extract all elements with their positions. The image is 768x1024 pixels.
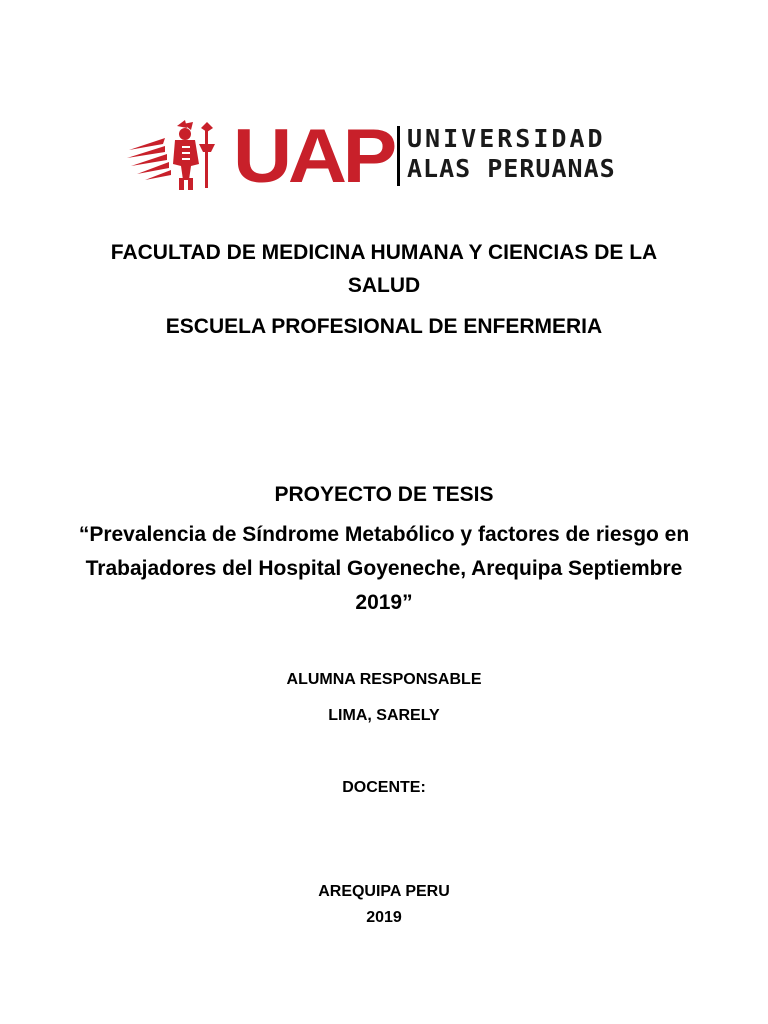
university-name-line2: ALAS PERUANAS [407, 154, 616, 183]
teacher-label: DOCENTE: [342, 779, 426, 796]
student-name: LIMA, SARELY [328, 707, 440, 724]
university-logo [125, 118, 645, 194]
project-label: PROYECTO DE TESIS [274, 483, 494, 506]
thesis-title: “Prevalencia de Síndrome Metabólico y factores de riesgo en Trabajadores del Hospital Goyeneche, Arequipa Septiembre 2019” [78, 523, 690, 614]
winged-warrior-emblem-icon [125, 120, 233, 190]
school-heading: ESCUELA PROFESIONAL DE ENFERMERIA [165, 315, 603, 338]
year: 2019 [366, 909, 402, 926]
location: AREQUIPA PERU [318, 883, 450, 900]
university-name [407, 124, 647, 184]
faculty-heading: FACULTAD DE MEDICINA HUMANA Y CIENCIAS DE LA SALUD [110, 241, 658, 297]
university-name-line1: UNIVERSIDAD [407, 124, 606, 153]
uap-acronym: UAP [233, 122, 396, 188]
student-label: ALUMNA RESPONSABLE [286, 671, 482, 688]
logo-divider [397, 126, 400, 186]
